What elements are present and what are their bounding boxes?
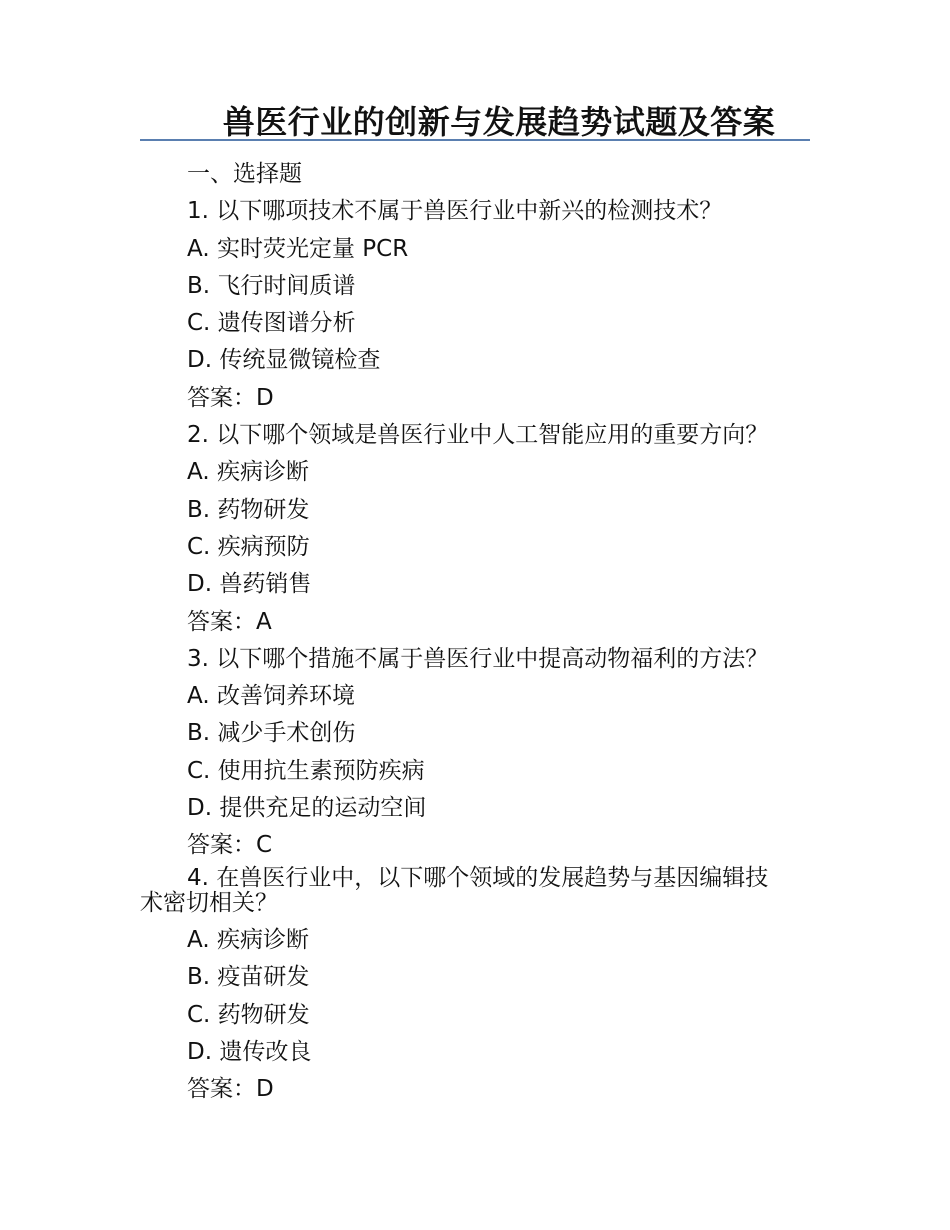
question-4-text-1: 4. 在兽医行业中，以下哪个领域的发展趋势与基因编辑技 — [187, 865, 769, 891]
question-2-option-a: A. 疾病诊断 — [187, 459, 309, 486]
question-4-line-2: 术密切相关？ — [140, 890, 278, 916]
question-3-option-b: B. 减少手术创伤 — [187, 720, 356, 747]
question-1-option-c: C. 遗传图谱分析 — [187, 310, 356, 337]
question-1-option-b: B. 飞行时间质谱 — [187, 272, 356, 299]
question-4-answer: 答案：D — [187, 1076, 274, 1103]
question-1-answer: 答案：D — [187, 384, 274, 411]
question-1-option-a: A. 实时荧光定量 PCR — [187, 235, 409, 262]
question-4-line-1 — [140, 866, 820, 891]
section-heading: 一、选择题 — [187, 161, 302, 187]
question-4-option-c: C. 药物研发 — [187, 1001, 310, 1028]
question-2-answer: 答案：A — [187, 608, 272, 635]
question-3: 3. 以下哪个措施不属于兽医行业中提高动物福利的方法？ — [187, 645, 769, 672]
document-title: 兽医行业的创新与发展趋势试题及答案 — [222, 103, 776, 141]
question-3-option-a: A. 改善饲养环境 — [187, 683, 355, 710]
question-4 — [140, 866, 820, 916]
question-2-option-b: B. 药物研发 — [187, 496, 310, 523]
question-2: 2. 以下哪个领域是兽医行业中人工智能应用的重要方向？ — [187, 422, 769, 449]
question-4-options — [187, 922, 827, 1108]
question-4-option-b: B. 疫苗研发 — [187, 964, 310, 991]
question-1: 1. 以下哪项技术不属于兽医行业中新兴的检测技术？ — [187, 198, 723, 225]
question-4-option-d: D. 遗传改良 — [187, 1038, 312, 1065]
question-3-answer: 答案：C — [187, 832, 273, 859]
question-3-option-d: D. 提供充足的运动空间 — [187, 795, 427, 822]
question-3-option-c: C. 使用抗生素预防疾病 — [187, 757, 425, 784]
title-underline — [140, 139, 810, 141]
question-list — [187, 156, 827, 865]
question-4-option-a: A. 疾病诊断 — [187, 927, 309, 953]
question-2-option-c: C. 疾病预防 — [187, 533, 310, 560]
question-1-option-d: D. 传统显微镜检查 — [187, 347, 381, 374]
question-2-option-d: D. 兽药销售 — [187, 571, 312, 598]
